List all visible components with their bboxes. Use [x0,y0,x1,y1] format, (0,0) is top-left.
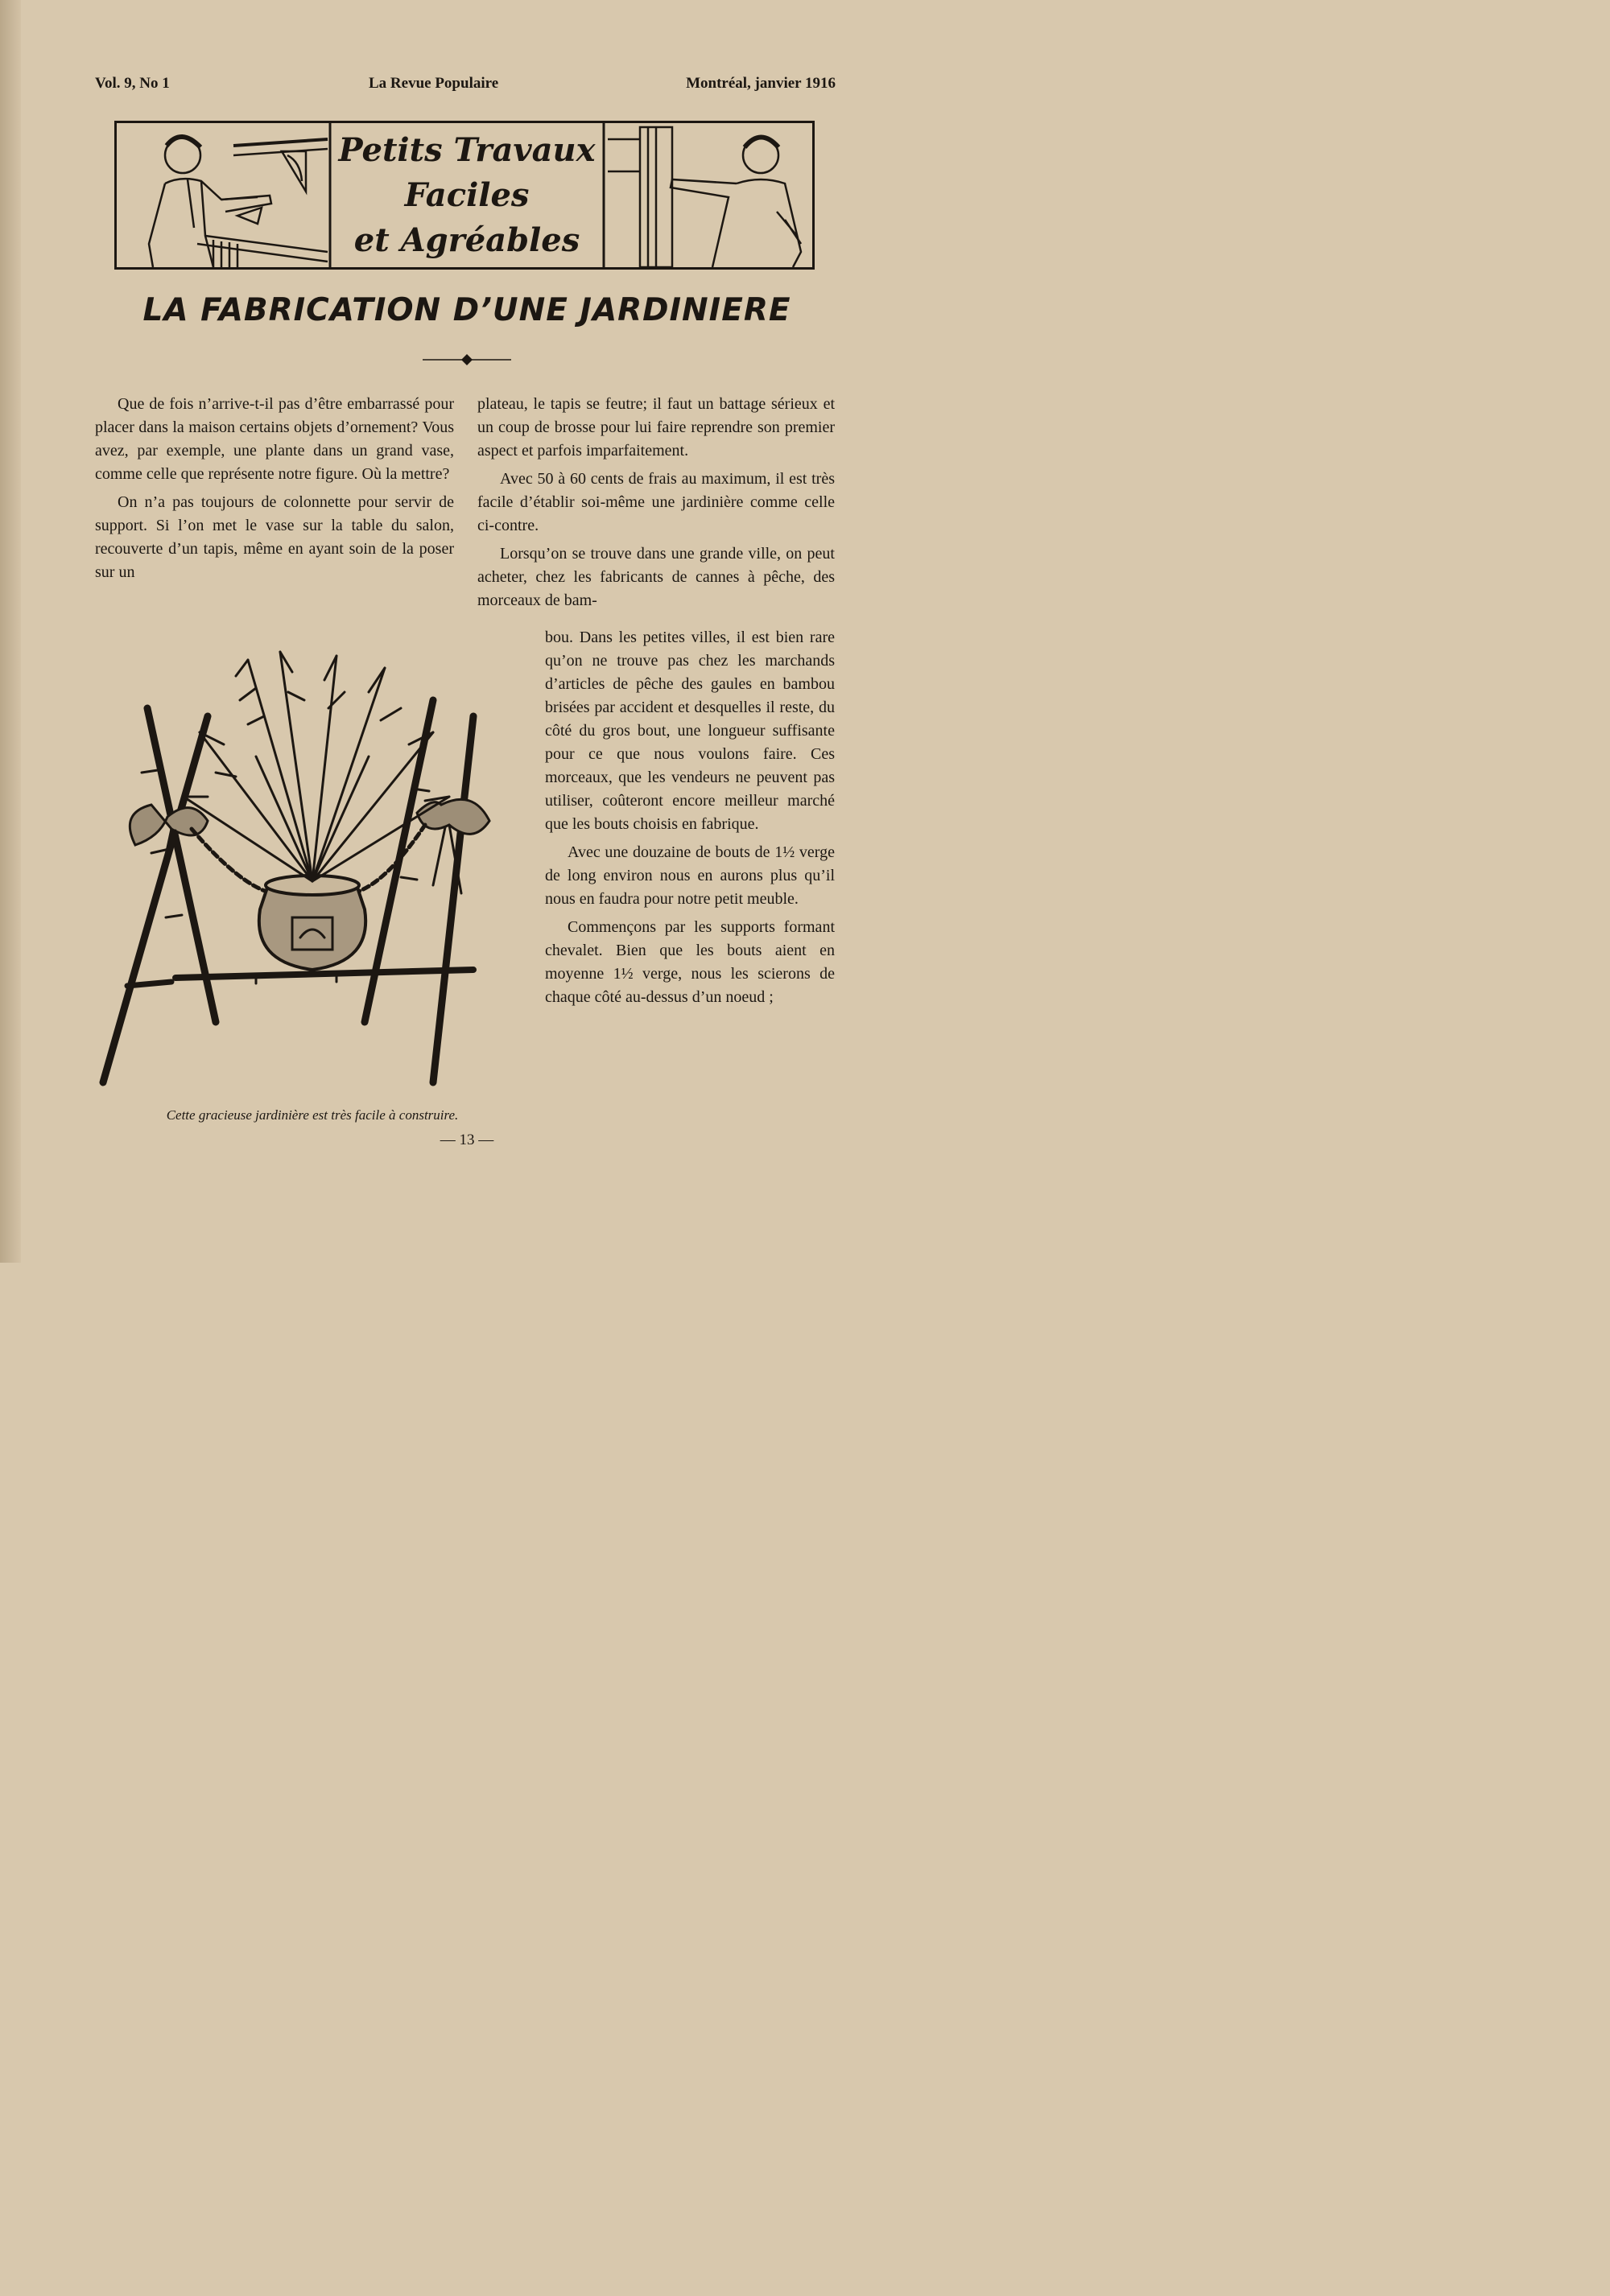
illustration-caption: Cette gracieuse jardinière est très facile à construire. [166,1107,459,1123]
section-banner [114,121,815,270]
banner-title-line3: et Agréables [353,221,580,259]
right-column-top [477,393,835,617]
article-title: LA FABRICATION D’UNE JARDINIERE [142,292,791,328]
paragraph: plateau, le tapis se feutre; il faut un battage sérieux et un coup de brosse pour lui faire reprendre son premier aspect et parfois imparfaitement. [477,395,835,460]
paragraph: Avec 50 à 60 cents de frais au maximum, il est très facile d’établir soi-même une jardinière comme celle ci-contre. [477,470,835,534]
publication-name: La Revue Populaire [369,75,499,92]
paragraph: Lorsqu’on se trouve dans une grande ville, on peut acheter, chez les fabricants de cannes à pêche, des morceaux de bam- [477,545,835,609]
planter-illustration [95,644,530,1103]
title-divider-ornament [423,352,511,368]
paragraph: Commençons par les supports formant chevalet. Bien que les bouts aient en moyenne 1½ verge, nous les scierons de chaque côté au-dessus d’un noeud ; [545,918,835,1006]
paragraph: On n’a pas toujours de colonnette pour servir de support. Si l’on met le vase sur la table du salon, recouverte d’un tapis, même en ayant soin de la poser sur un [95,493,454,581]
paragraph: Avec une douzaine de bouts de 1½ verge de long environ nous en aurons plus qu’il nous en faudra pour notre petit meuble. [545,843,835,908]
right-column-bottom [545,626,835,1014]
paragraph: bou. Dans les petites villes, il est bien rare qu’on ne trouve pas chez les marchands d’articles de pêche des gaules en bambou brisées par accident et desquelles il reste, du côté du gros bout, une longueur suffisante pour ce que nous voulons faire. Ces morceaux, que les vendeurs ne peuvent pas utiliser, coûteront encore meilleur marché que les bouts choisis en fabrique. [545,629,835,833]
running-header [95,75,836,96]
page-number: — 13 — [440,1132,494,1148]
paragraph: Que de fois n’arrive-t-il pas d’être embarrassé pour placer dans la maison certains objets d’ornement? Vous avez, par exemple, une plante dans un grand vase, comme celle que représente notre figure. Où la mettre? [95,395,454,483]
banner-title [330,123,604,267]
volume-number: Vol. 9, No 1 [95,75,170,92]
page-binding-edge [0,0,21,1263]
left-column [95,393,454,589]
banner-title-line2: Faciles [404,175,530,214]
banner-title-line1: Petits Travaux [338,130,596,169]
issue-date: Montréal, janvier 1916 [686,75,836,92]
